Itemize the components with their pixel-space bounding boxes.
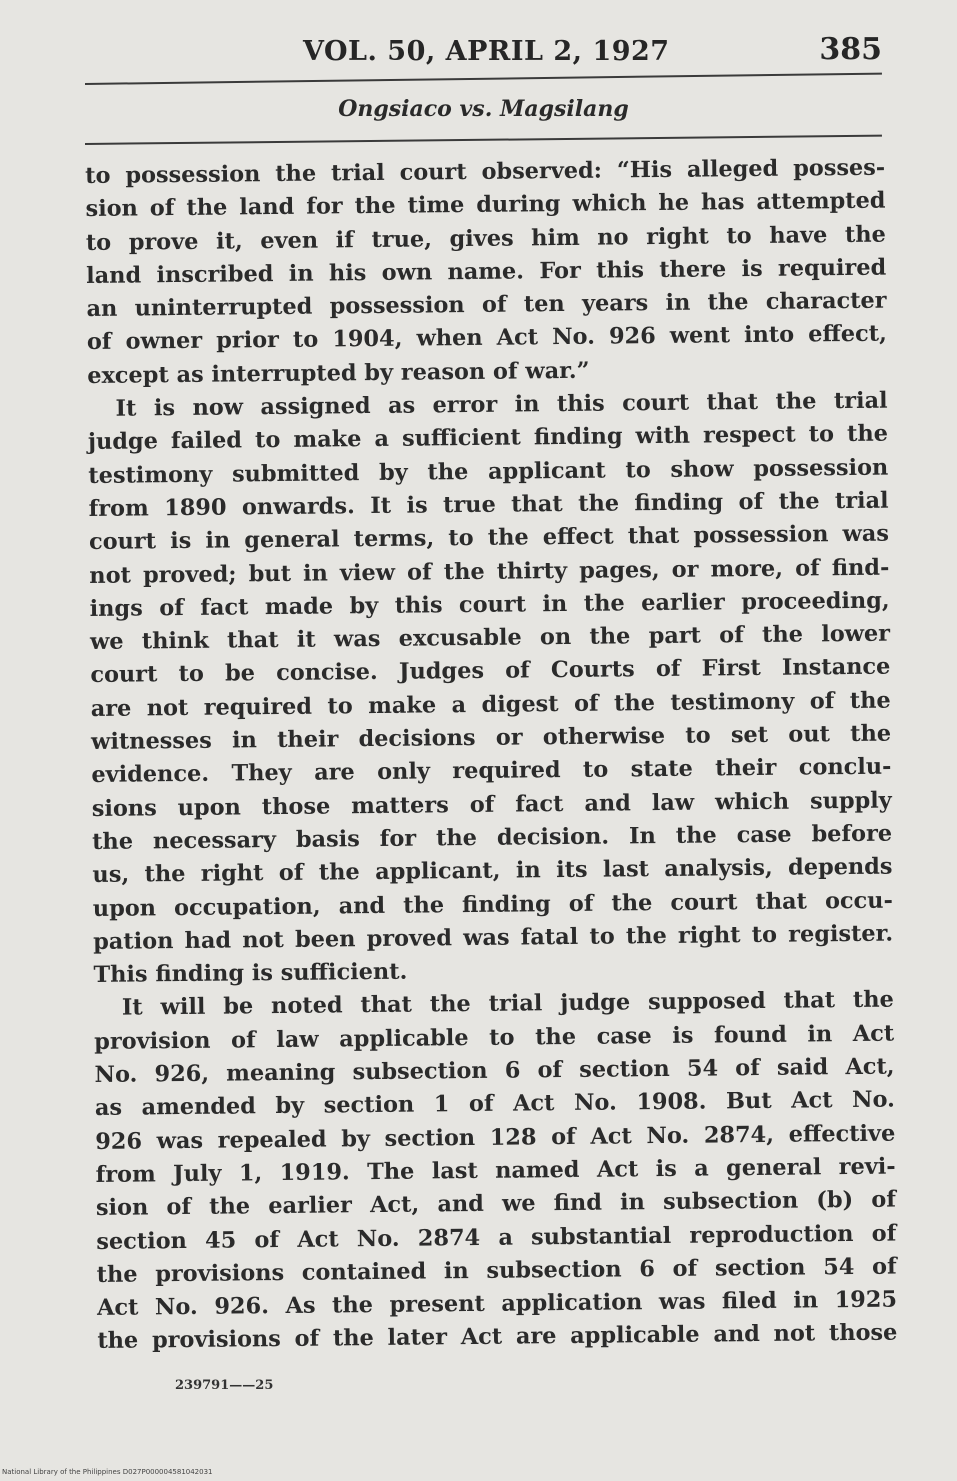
- text-line: witnesses in their decisions or otherwise to set out the: [90, 720, 892, 756]
- text-line: testimony submitted by the applicant to show possession: [88, 454, 889, 489]
- text-line: It is now assigned as error in this court that the trial: [115, 387, 888, 422]
- text-line: are not required to make a digest of the testimony of the: [90, 687, 891, 722]
- paragraph: [87, 385, 893, 993]
- paragraph: [94, 984, 898, 1359]
- scan-source-caption: National Library of the Philippines D027P000004581042031: [2, 1468, 213, 1476]
- text-line: to prove it, even if true, gives him no right to have the: [85, 221, 886, 256]
- text-line: It will be noted that the trial judge supposed that the: [121, 986, 894, 1022]
- text-line: court is in general terms, to the effect that possession was: [88, 520, 890, 556]
- page-header: [85, 32, 882, 72]
- text-line: This finding is sufficient.: [93, 958, 408, 989]
- paragraph: [85, 152, 887, 393]
- text-line: land inscribed in his own name. For this there is required: [86, 254, 887, 289]
- text-line: of owner prior to 1904, when Act No. 926 went into effect,: [86, 321, 888, 356]
- text-line: the provisions contained in subsection 6 of section 54 of: [96, 1253, 897, 1288]
- text-line: sion of the earlier Act, and we find in subsection (b) of: [95, 1186, 897, 1222]
- volume-date-line: VOL. 50, APRIL 2, 1927: [303, 36, 670, 67]
- text-line: us, the right of the applicant, in its last analysis, depends: [92, 853, 893, 889]
- text-line: court to be concise. Judges of Courts of First Instance: [90, 654, 891, 689]
- text-line: ings of fact made by this court in the earlier proceeding,: [89, 587, 890, 622]
- text-line: as amended by section 1 of Act No. 1908. But Act No.: [94, 1086, 896, 1122]
- header-rule-top: [85, 73, 882, 85]
- text-line: the necessary basis for the decision. In the case before: [92, 820, 893, 855]
- text-line: sions upon those matters of fact and law which supply: [91, 787, 892, 822]
- printer-signature-mark: 239791——25: [175, 1378, 274, 1393]
- text-line: from 1890 onwards. It is true that the finding of the trial: [88, 487, 889, 522]
- case-title: Ongsiaco vs. Magsilang: [338, 96, 629, 122]
- text-line: not proved; but in view of the thirty pages, or more, of find-: [89, 554, 890, 589]
- text-line: pation had not been proved was fatal to the right to register.: [93, 920, 894, 955]
- page-number: 385: [819, 32, 882, 67]
- text-line: upon occupation, and the finding of the court that occu-: [92, 887, 893, 922]
- text-line: evidence. They are only required to state their conclu-: [91, 753, 892, 789]
- text-line: except as interrupted by reason of war.”: [87, 357, 590, 389]
- text-line: sion of the land for the time during which he has attempted: [85, 187, 886, 223]
- text-line: judge failed to make a sufficient finding with respect to the: [87, 420, 889, 456]
- body-text: [85, 152, 898, 1359]
- text-line: Act No. 926. As the present application was filed in 1925: [96, 1286, 898, 1322]
- text-line: 926 was repealed by section 128 of Act No. 2874, effective: [95, 1120, 896, 1155]
- text-line: section 45 of Act No. 2874 a substantial reproduction of: [96, 1220, 897, 1255]
- text-line: provision of law applicable to the case is found in Act: [94, 1020, 895, 1055]
- header-rule-bottom: [85, 135, 882, 145]
- text-line: the provisions of the later Act are applicable and not those: [97, 1319, 898, 1355]
- text-line: an uninterrupted possession of ten years in the character: [86, 287, 887, 323]
- text-line: from July 1, 1919. The last named Act is a general revi-: [95, 1153, 896, 1188]
- text-line: to possession the trial court observed: “His alleged posses-: [85, 154, 886, 189]
- text-line: we think that it was excusable on the part of the lower: [89, 620, 891, 656]
- text-line: No. 926, meaning subsection 6 of section 54 of said Act,: [94, 1053, 895, 1088]
